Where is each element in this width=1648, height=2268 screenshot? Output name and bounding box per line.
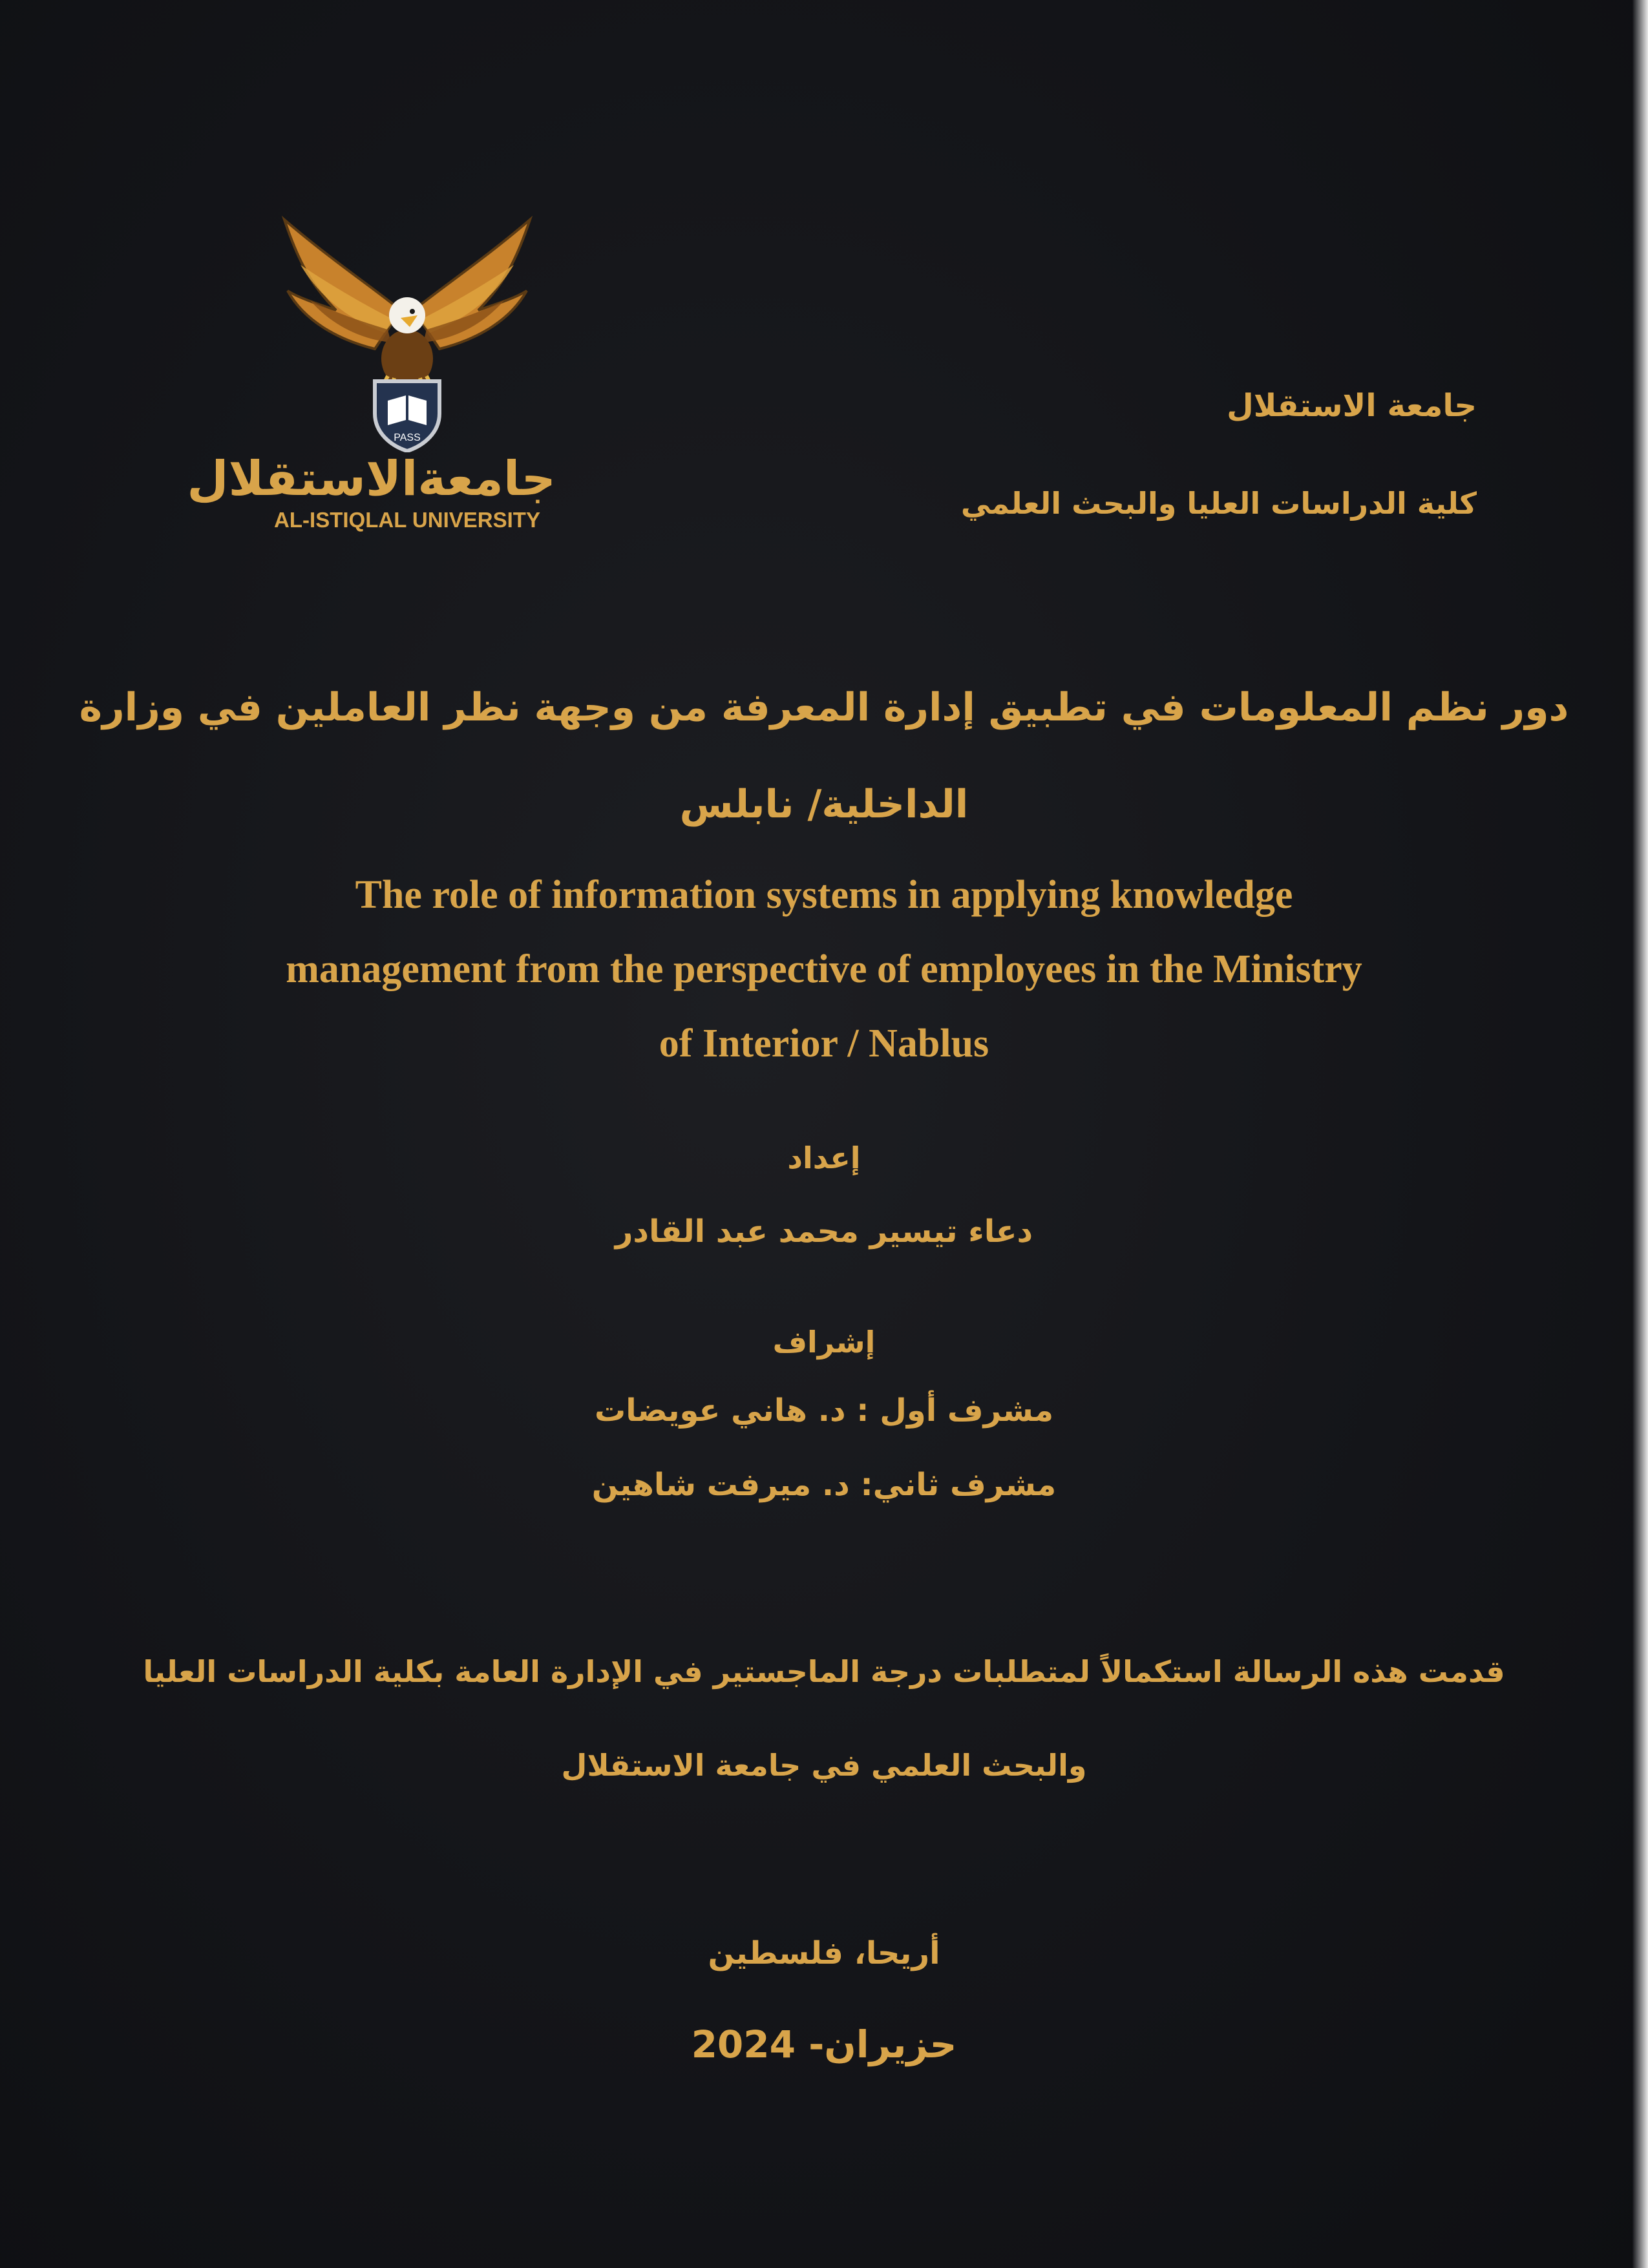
english-title-line1: The role of information systems in applying knowledge — [355, 873, 1293, 917]
eagle-emblem-icon — [271, 207, 543, 452]
author-name: دعاء تيسير محمد عبد القادر — [615, 1213, 1033, 1250]
arabic-title-line2: الداخلية/ نابلس — [679, 782, 969, 827]
shield-label: PASS — [394, 432, 421, 443]
author-label: إعداد — [787, 1140, 861, 1175]
faculty-name: كلية الدراسات العليا والبحث العلمي — [960, 486, 1477, 521]
supervision-label: إشراف — [772, 1325, 876, 1360]
second-supervisor: مشرف ثاني: د. ميرفت شاهين — [591, 1467, 1057, 1503]
university-name: جامعة الاستقلال — [1227, 388, 1477, 424]
logo-arabic-name: جامعةالاستقلال — [187, 451, 556, 507]
submission-line1: قدمت هذه الرسالة استكمالاً لمتطلبات درجة الماجستير في الإدارة العامة بكلية الدراسات العليا — [143, 1654, 1505, 1689]
arabic-title-line1: دور نظم المعلومات في تطبيق إدارة المعرفة من وجهة نظر العاملين في وزارة — [79, 685, 1569, 730]
date: حزيران- 2024 — [691, 2022, 957, 2066]
university-logo — [187, 207, 556, 543]
logo-english-name: AL-ISTIQLAL UNIVERSITY — [274, 508, 540, 532]
first-supervisor: مشرف أول : د. هاني عويضات — [594, 1392, 1054, 1429]
place: أريحا، فلسطين — [708, 1935, 940, 1971]
submission-line2: والبحث العلمي في جامعة الاستقلال — [561, 1748, 1087, 1783]
english-title-line3: of Interior / Nablus — [659, 1022, 989, 1066]
english-title-line2: management from the perspective of employees in the Ministry — [286, 947, 1362, 991]
